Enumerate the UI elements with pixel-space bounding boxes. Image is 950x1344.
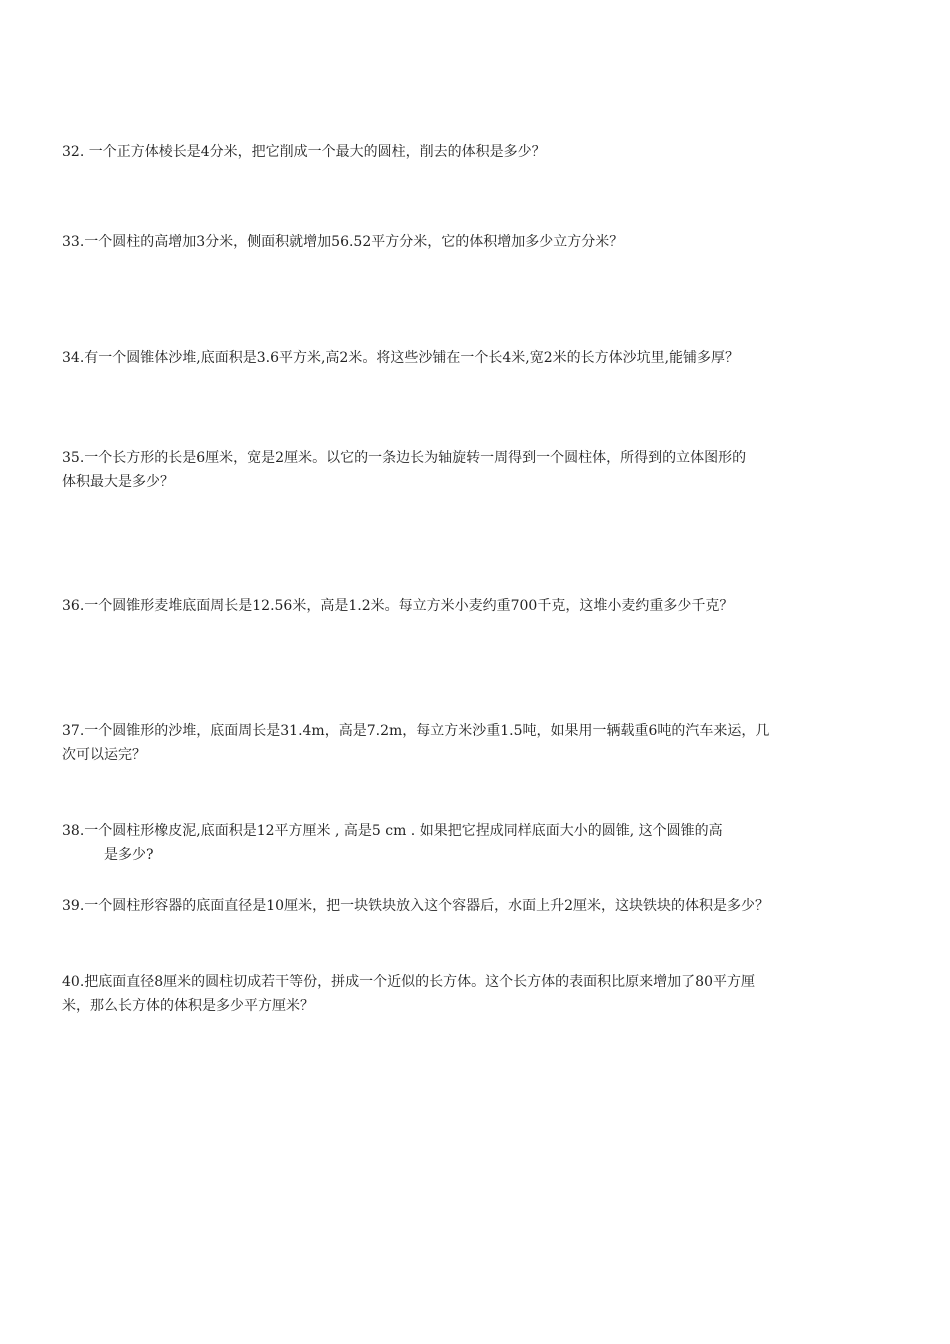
question-32 — [62, 140, 894, 164]
question-38-text-continued: 是多少? — [104, 847, 154, 863]
question-35 — [62, 446, 894, 494]
question-37-text-continued: 次可以运完？ — [62, 747, 146, 763]
question-36 — [62, 594, 894, 618]
question-40-text: 40.把底面直径8厘米的圆柱切成若干等份，拼成一个近似的长方体。这个长方体的表面积比原来增加了80平方厘 — [62, 974, 755, 990]
question-33 — [62, 230, 894, 254]
question-37 — [62, 719, 894, 767]
question-32-text: 32. 一个正方体棱长是4分米，把它削成一个最大的圆柱，削去的体积是多少？ — [62, 144, 546, 160]
question-40-text-continued: 米，那么长方体的体积是多少平方厘米？ — [62, 998, 314, 1014]
question-38 — [62, 819, 894, 867]
question-35-text: 35.一个长方形的长是6厘米，宽是2厘米。以它的一条边长为轴旋转一周得到一个圆柱体，所得到的立体图形的 — [62, 450, 747, 466]
question-36-text: 36.一个圆锥形麦堆底面周长是12.56米，高是1.2米。每立方米小麦约重700千克，这堆小麦约重多少千克？ — [62, 598, 734, 614]
question-38-text: 38.一个圆柱形橡皮泥,底面积是12平方厘米 , 高是5 cm . 如果把它捏成同样底面大小的圆锥, 这个圆锥的高 — [62, 823, 723, 839]
question-37-text: 37.一个圆锥形的沙堆，底面周长是31.4m，高是7.2m，每立方米沙重1.5吨，如果用一辆载重6吨的汽车来运，几 — [62, 723, 770, 739]
question-39-text: 39.一个圆柱形容器的底面直径是10厘米，把一块铁块放入这个容器后，水面上升2厘米，这块铁块的体积是多少？ — [62, 898, 769, 914]
question-35-text-continued: 体积最大是多少？ — [62, 474, 174, 490]
question-40 — [62, 970, 894, 1018]
question-34-text: 34.有一个圆锥体沙堆,底面积是3.6平方米,高2米。将这些沙铺在一个长4米,宽2米的长方体沙坑里,能铺多厚？ — [62, 350, 740, 366]
question-33-text: 33.一个圆柱的高增加3分米，侧面积就增加56.52平方分米，它的体积增加多少立方分米？ — [62, 234, 624, 250]
question-34 — [62, 346, 894, 370]
question-39 — [62, 894, 894, 918]
